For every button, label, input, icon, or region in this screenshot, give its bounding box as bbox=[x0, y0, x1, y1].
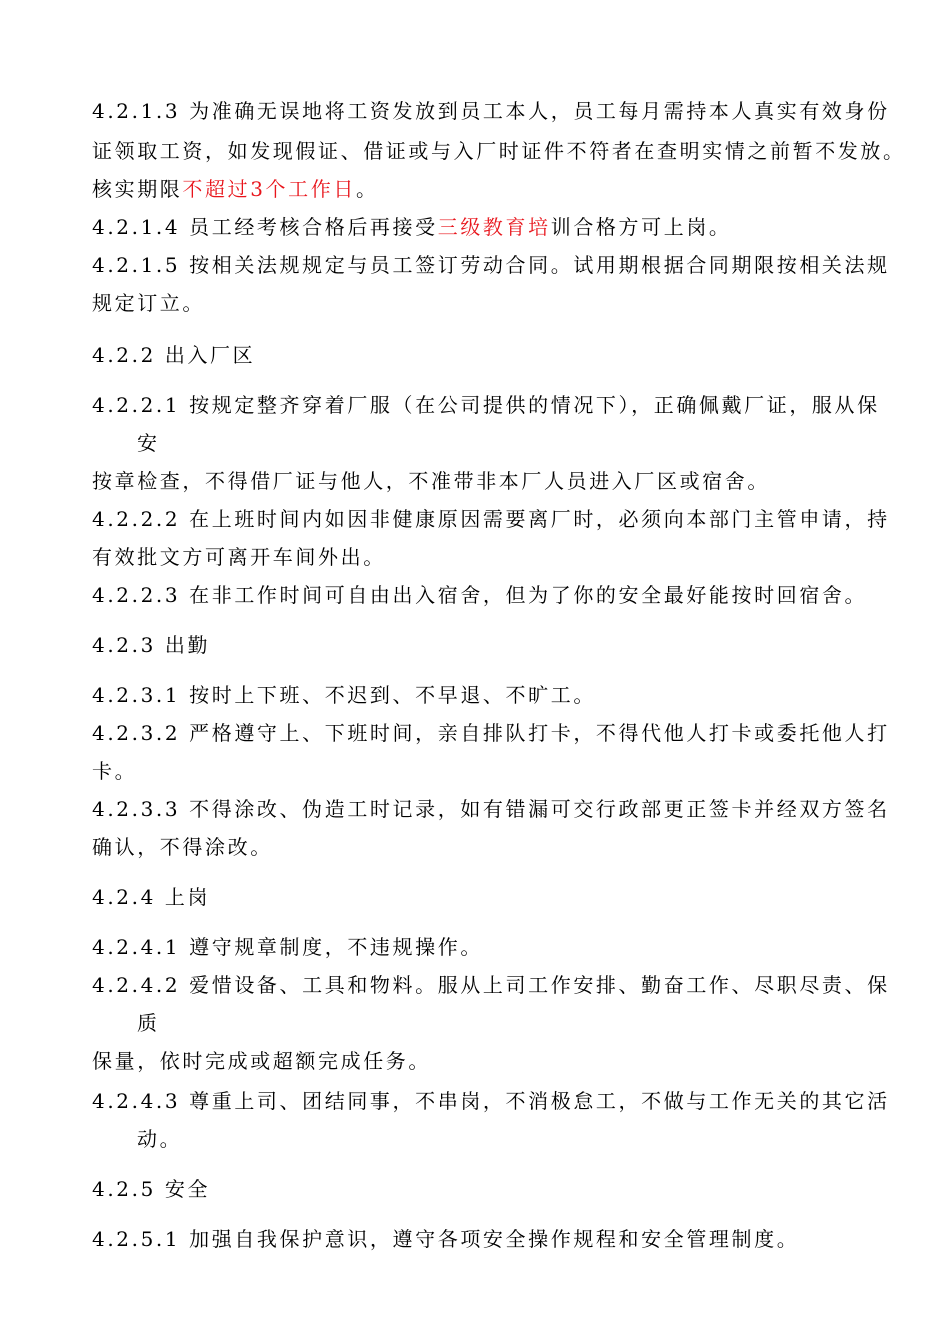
clause-4-2-1-3-line-2: 证领取工资，如发现假证、借证或与入厂时证件不符者在查明实情之前暂不发放。 bbox=[92, 139, 906, 163]
section-heading-4-2-2: 4.2.2 出入厂区 bbox=[92, 343, 256, 367]
clause-4-2-1-3-line-3 bbox=[92, 174, 892, 204]
clause-text: 训合格方可上岗。 bbox=[550, 215, 732, 239]
section-heading-4-2-3: 4.2.3 出勤 bbox=[92, 633, 211, 657]
clause-text: 核实期限 bbox=[92, 177, 183, 201]
clause-4-2-4-3-line-1: 4.2.4.3 尊重上司、团结同事，不串岗，不消极怠工，不做与工作无关的其它活 bbox=[92, 1089, 890, 1113]
clause-4-2-4-2-line-1: 4.2.4.2 爱惜设备、工具和物料。服从上司工作安排、勤奋工作、尽职尽责、保 bbox=[92, 973, 890, 997]
clause-4-2-3-3-line-2: 确认，不得涂改。 bbox=[92, 835, 273, 859]
clause-4-2-4-2-line-3: 保量，依时完成或超额完成任务。 bbox=[92, 1049, 431, 1073]
clause-4-2-2-1-line-3: 按章检查，不得借厂证与他人，不准带非本厂人员进入厂区或宿舍。 bbox=[92, 469, 770, 493]
clause-4-2-1-4 bbox=[92, 212, 892, 242]
clause-4-2-1-5-line-1: 4.2.1.5 按相关法规规定与员工签订劳动合同。试用期根据合同期限按相关法规 bbox=[92, 253, 890, 277]
clause-4-2-2-1-line-2: 安 bbox=[137, 431, 160, 455]
section-heading-4-2-5: 4.2.5 安全 bbox=[92, 1177, 211, 1201]
clause-4-2-4-2-line-2: 质 bbox=[137, 1011, 160, 1035]
clause-4-2-1-3-line-1: 4.2.1.3 为准确无误地将工资发放到员工本人，员工每月需持本人真实有效身份 bbox=[92, 99, 890, 123]
highlighted-text: 不超过3个工作日 bbox=[182, 177, 356, 201]
highlighted-text: 三级教育培 bbox=[437, 215, 551, 239]
clause-4-2-5-1: 4.2.5.1 加强自我保护意识，遵守各项安全操作规程和安全管理制度。 bbox=[92, 1227, 800, 1251]
clause-4-2-2-2-line-1: 4.2.2.2 在上班时间内如因非健康原因需要离厂时，必须向本部门主管申请，持 bbox=[92, 507, 890, 531]
clause-4-2-2-1-line-1: 4.2.2.1 按规定整齐穿着厂服（在公司提供的情况下），正确佩戴厂证，服从保 bbox=[92, 393, 880, 417]
clause-4-2-4-1: 4.2.4.1 遵守规章制度，不违规操作。 bbox=[92, 935, 483, 959]
section-heading-4-2-4: 4.2.4 上岗 bbox=[92, 885, 211, 909]
clause-4-2-2-3: 4.2.2.3 在非工作时间可自由出入宿舍，但为了你的安全最好能按时回宿舍。 bbox=[92, 583, 868, 607]
clause-text: 。 bbox=[355, 177, 379, 201]
clause-4-2-4-3-line-2: 动。 bbox=[137, 1127, 183, 1151]
clause-4-2-2-2-line-2: 有效批文方可离开车间外出。 bbox=[92, 545, 386, 569]
clause-4-2-1-5-line-2: 规定订立。 bbox=[92, 291, 205, 315]
clause-4-2-3-3-line-1: 4.2.3.3 不得涂改、伪造工时记录，如有错漏可交行政部更正签卡并经双方签名 bbox=[92, 797, 890, 821]
clause-4-2-3-2-line-2: 卡。 bbox=[92, 759, 138, 783]
clause-4-2-3-1: 4.2.3.1 按时上下班、不迟到、不早退、不旷工。 bbox=[92, 683, 596, 707]
clause-4-2-3-2-line-1: 4.2.3.2 严格遵守上、下班时间，亲自排队打卡，不得代他人打卡或委托他人打 bbox=[92, 721, 890, 745]
clause-text: 4.2.1.4 员工经考核合格后再接受 bbox=[92, 215, 438, 239]
